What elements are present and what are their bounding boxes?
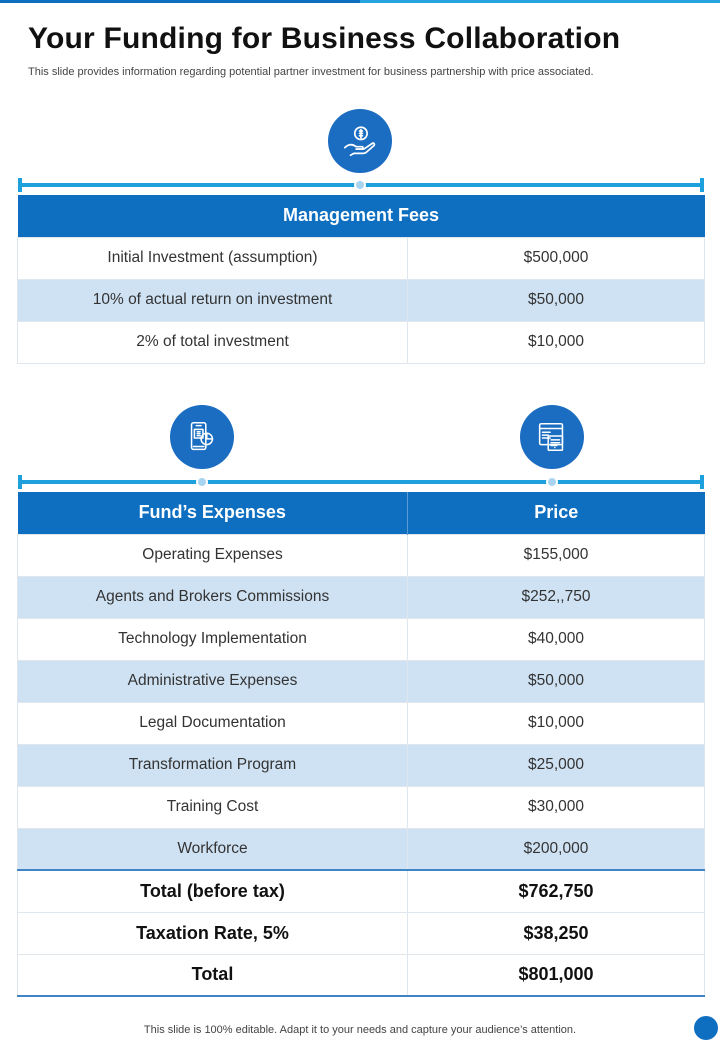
row-value: $252,,750: [408, 576, 705, 618]
row-value: $10,000: [408, 321, 705, 363]
table-row: [18, 744, 705, 786]
expenses-header-label: Fund’s Expenses: [18, 492, 408, 534]
expenses-header-price: Price: [408, 492, 705, 534]
table-row: [18, 321, 705, 363]
total-row: [18, 954, 705, 996]
timeline-top: [18, 178, 704, 192]
timeline-dot: [196, 476, 208, 488]
row-label: 10% of actual return on investment: [18, 279, 408, 321]
table-row: [18, 660, 705, 702]
row-label: Transformation Program: [18, 744, 408, 786]
invoice-icon: [520, 405, 584, 469]
row-label: Agents and Brokers Commissions: [18, 576, 408, 618]
row-label: Legal Documentation: [18, 702, 408, 744]
top-accent-bar: [0, 0, 720, 3]
page-title: Your Funding for Business Collaboration: [28, 22, 621, 55]
corner-dot: [694, 1016, 718, 1040]
row-value: $25,000: [408, 744, 705, 786]
row-label: Administrative Expenses: [18, 660, 408, 702]
top-accent-bar-light: [360, 0, 720, 3]
row-label: Operating Expenses: [18, 534, 408, 576]
table-row: [18, 237, 705, 279]
total-value: $38,250: [408, 912, 705, 954]
timeline-dot: [546, 476, 558, 488]
funds-expenses-table: [17, 492, 705, 997]
mobile-finance-icon: [170, 405, 234, 469]
row-value: $10,000: [408, 702, 705, 744]
total-value: $801,000: [408, 954, 705, 996]
management-fees-table: [17, 195, 705, 364]
total-value: $762,750: [408, 870, 705, 912]
total-row: [18, 870, 705, 912]
table-row: [18, 534, 705, 576]
hand-coin-icon: [328, 109, 392, 173]
total-label: Taxation Rate, 5%: [18, 912, 408, 954]
table-row: [18, 618, 705, 660]
page-subtitle: This slide provides information regarding potential partner investment for business partnership with price associated.: [28, 66, 594, 78]
total-row: [18, 912, 705, 954]
row-label: Training Cost: [18, 786, 408, 828]
row-value: $155,000: [408, 534, 705, 576]
row-label: 2% of total investment: [18, 321, 408, 363]
row-value: $200,000: [408, 828, 705, 870]
row-value: $50,000: [408, 660, 705, 702]
row-value: $40,000: [408, 618, 705, 660]
row-label: Technology Implementation: [18, 618, 408, 660]
footer-note: This slide is 100% editable. Adapt it to your needs and capture your audience’s attention.: [143, 1024, 577, 1036]
table-row: [18, 786, 705, 828]
timeline-dot: [354, 179, 366, 191]
table-row: [18, 828, 705, 870]
management-fees-header: Management Fees: [18, 195, 705, 237]
table-row: [18, 702, 705, 744]
row-label: Workforce: [18, 828, 408, 870]
row-value: $50,000: [408, 279, 705, 321]
row-value: $30,000: [408, 786, 705, 828]
total-label: Total (before tax): [18, 870, 408, 912]
timeline-bottom: [18, 475, 704, 489]
top-accent-bar-dark: [0, 0, 360, 3]
row-value: $500,000: [408, 237, 705, 279]
total-label: Total: [18, 954, 408, 996]
table-row: [18, 279, 705, 321]
row-label: Initial Investment (assumption): [18, 237, 408, 279]
table-row: [18, 576, 705, 618]
